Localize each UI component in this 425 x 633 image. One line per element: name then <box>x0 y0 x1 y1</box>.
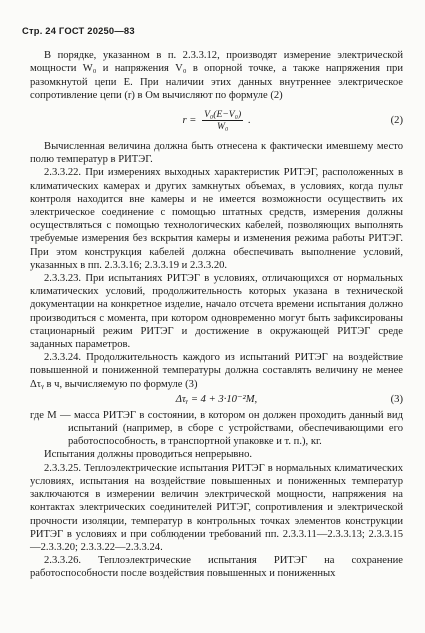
formula-2-denominator: W₀ <box>216 121 229 133</box>
paragraph-continuous: Испытания должны проводиться непрерывно. <box>44 449 253 461</box>
paragraph-2-3-3-22: 2.3.3.22. При измерениях выходных характеристик РИТЭГ, расположенных в климатических камерах и других замкнутых объемах, в условиях, когда пульт контроля находится вне камеры и не имеется возможности осуществить их электрическое соединение с помощью штатных средств, измерения должны осуществляться с помощью технологических кабелей, позволяющих выполнять требуемые измерения без вскрытия камеры и изменения режима работы РИТЭГ. При этом конструкция кабелей должна обеспечивать выполнение условий, указанных в пп. 2.3.3.16; 2.3.3.19 и 2.3.3.20. <box>30 167 403 271</box>
formula-3 <box>30 393 403 407</box>
formula-2-lhs: r = <box>182 114 197 126</box>
paragraph-2-3-3-26: 2.3.3.26. Теплоэлектрические испытания РИТЭГ на сохранение работоспособности после воздействия повышенных и пониженных <box>30 555 403 580</box>
paragraph-2-3-3-24: 2.3.3.24. Продолжительность каждого из испытаний РИТЭГ на воздействие повышенной и пониженной температуры должна составлять величину не менее Δτᵧ в ч, вычисляемую по формуле (3) <box>30 352 403 390</box>
formula-3-number: (3) <box>390 393 403 405</box>
paragraph-2-3-3-25: 2.3.3.25. Теплоэлектрические испытания РИТЭГ в нормальных климатических условиях, испытания на воздействие повышенных и пониженных температур заключаются в измерении величин электрической мощности, напряжения на контактах электрических соединителей РИТЭГ, сопротивления и электрической прочности изоляции, температур в контрольных точках элементов конструкции РИТЭГ в условиях и при соблюдении требований пп. 2.3.3.11—2.3.3.13; 2.3.3.15—2.3.3.20; 2.3.3.22—2.3.3.24. <box>30 462 403 553</box>
paragraph-calculated-value: Вычисленная величина должна быть отнесена к фактически имевшему место полю температур в РИТЭГ. <box>30 141 403 166</box>
formula-2-number: (2) <box>390 115 403 127</box>
formula-3-expression: Δτᵧ = 4 + 3·10⁻²M, <box>175 393 258 405</box>
formula-2-fraction <box>202 109 243 132</box>
formula-2-tail: . <box>247 114 251 126</box>
paragraph-2-3-3-23: 2.3.3.23. При испытаниях РИТЭГ в условиях, отличающихся от нормальных климатических условий, продолжительность которых указана в технической документации на конкретное изделие, начало отсчета времени испытания должно производиться с момента, при котором одновременно могут быть зафиксированы стационарный режим РИТЭГ и достижение в окружающей РИТЭГ среде заданных параметров. <box>30 273 403 351</box>
formula-2-numerator: V₀(E−V₀) <box>204 109 242 121</box>
paragraph-where-mass: где M — масса РИТЭГ в состоянии, в котором он должен проходить данный вид испытаний (например, в сборе с устройствами, обеспечивающими его работоспособность, в транспортной упаковке и т. п.), кг. <box>30 409 403 448</box>
paragraph-intro: В порядке, указанном в п. 2.3.3.12, производят измерение электрической мощности W₀ и напряжения V₀ в опорной точке, а также напряжения при разомкнутой цепи E. При наличии этих данных внутреннее электрическое сопротивление цепи (r) в Ом вычисляют по формуле (2) <box>30 50 403 101</box>
page-header: Стр. 24 ГОСТ 20250—83 <box>22 25 135 36</box>
formula-2 <box>30 109 403 133</box>
